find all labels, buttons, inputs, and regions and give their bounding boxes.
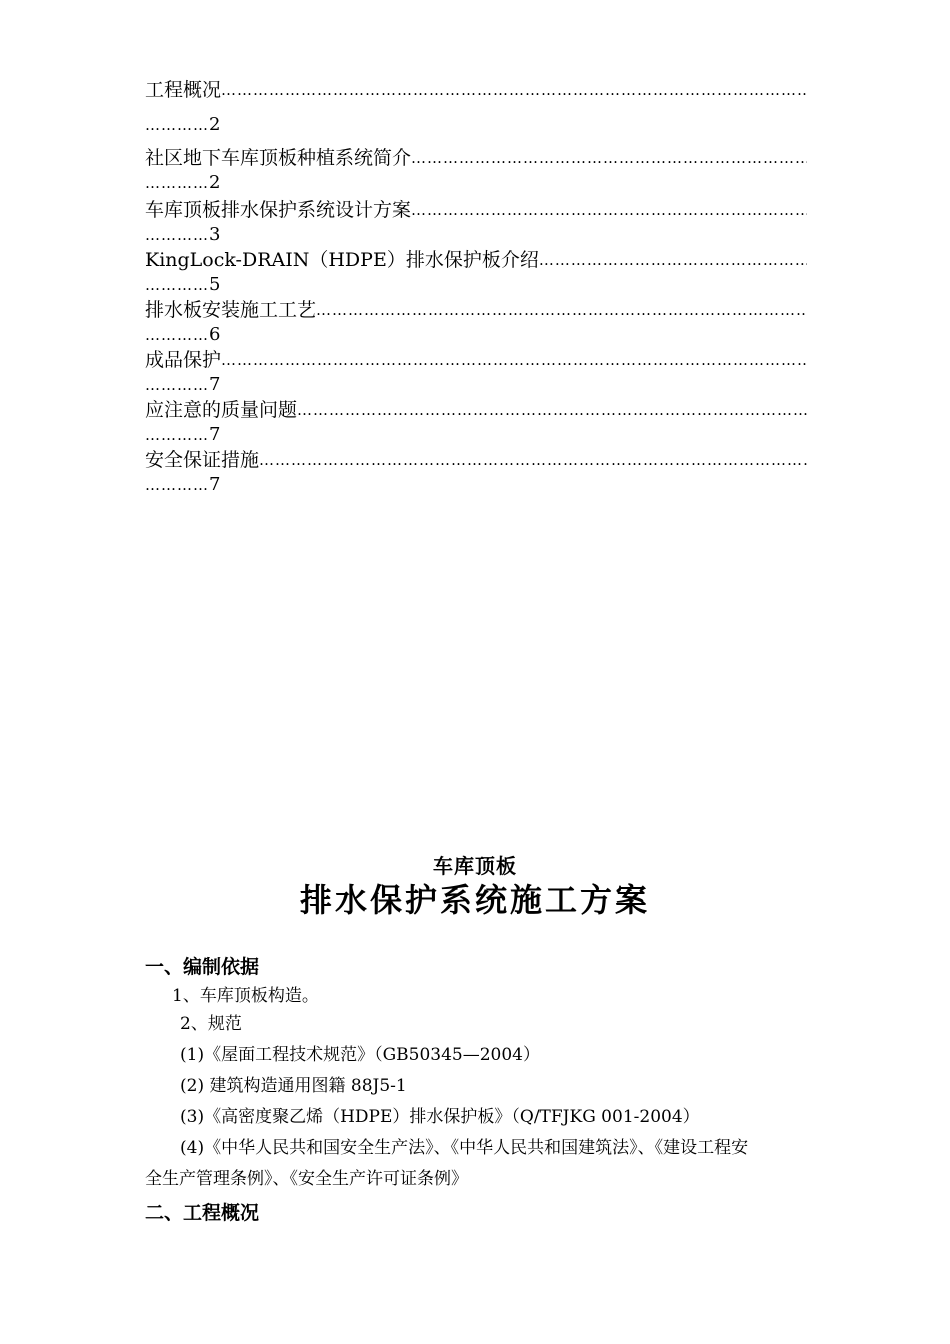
toc-leader-dots — [411, 146, 807, 170]
toc-leader-dots — [539, 248, 807, 272]
section-heading-basis: 一、编制依据 — [145, 956, 260, 978]
toc-page-number: 7 — [209, 374, 221, 395]
toc-leader-dots — [145, 174, 209, 192]
toc-leader-dots — [145, 376, 209, 394]
reference-4-line-2: 全生产管理条例》、《安全生产许可证条例》 — [145, 1169, 468, 1189]
toc-entry-title: KingLock-DRAIN（HDPE）排水保护板介绍 — [145, 249, 539, 271]
reference-3: (3)《高密度聚乙烯（HDPE）排水保护板》（Q/TFJKG 001-2004） — [180, 1107, 700, 1127]
toc-leader-dots — [145, 326, 209, 344]
reference-2: (2) 建筑构造通用图籍 88J5-1 — [180, 1076, 407, 1096]
toc-entry[interactable] — [145, 146, 807, 194]
toc-leader-dots — [145, 226, 209, 244]
toc-leader-dots — [221, 348, 807, 372]
toc-entry[interactable] — [145, 198, 807, 246]
section-heading-overview: 二、工程概况 — [145, 1202, 260, 1224]
toc-leader-dots — [221, 78, 807, 102]
toc-entry-title: 排水板安装施工工艺 — [145, 299, 317, 321]
toc-leader-dots — [145, 476, 209, 494]
toc-leader-dots — [316, 298, 807, 322]
basis-item-2: 2、规范 — [180, 1014, 242, 1034]
toc-leader-dots — [145, 426, 209, 444]
toc-entry[interactable] — [145, 78, 807, 136]
toc-entry-title: 成品保护 — [145, 349, 222, 371]
toc-page-number: 3 — [209, 224, 221, 245]
toc-entry-title: 车库顶板排水保护系统设计方案 — [145, 199, 412, 221]
toc-page-number: 2 — [209, 172, 221, 193]
toc-leader-dots — [297, 398, 807, 422]
toc-page-number: 6 — [209, 324, 221, 345]
reference-4-line-1: (4)《中华人民共和国安全生产法》、《中华人民共和国建筑法》、《建设工程安 — [180, 1138, 749, 1158]
toc-page-number: 2 — [209, 114, 221, 135]
toc-page-number: 7 — [209, 424, 221, 445]
toc-entry[interactable] — [145, 448, 807, 496]
toc-entry[interactable] — [145, 348, 807, 396]
toc-entry[interactable] — [145, 248, 807, 296]
reference-1: (1)《屋面工程技术规范》（GB50345—2004） — [180, 1045, 540, 1065]
toc-page-number: 5 — [209, 274, 221, 295]
toc-leader-dots — [145, 276, 209, 294]
document-subtitle: 车库顶板 — [433, 854, 517, 878]
toc-entry-title: 应注意的质量问题 — [145, 399, 298, 421]
basis-item-1: 1、车库顶板构造。 — [172, 986, 319, 1006]
toc-entry-title: 社区地下车库顶板种植系统简介 — [145, 147, 412, 169]
toc-entry[interactable] — [145, 298, 807, 346]
toc-entry-title: 工程概况 — [145, 79, 222, 101]
toc-page-number: 7 — [209, 474, 221, 495]
toc-entry[interactable] — [145, 398, 807, 446]
toc-entry-title: 安全保证措施 — [145, 449, 260, 471]
toc-leader-dots — [259, 448, 807, 472]
document-title: 排水保护系统施工方案 — [299, 881, 650, 919]
toc-leader-dots — [145, 116, 209, 134]
toc-leader-dots — [411, 198, 807, 222]
